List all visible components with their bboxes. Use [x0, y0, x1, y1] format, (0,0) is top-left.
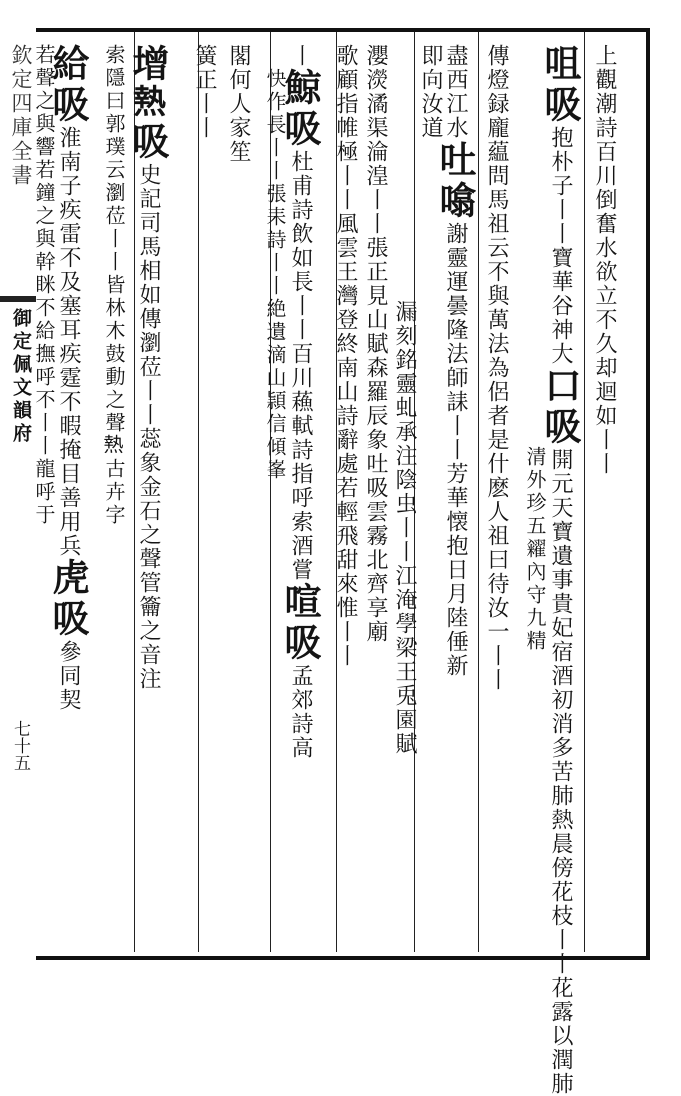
body-text: 簧正丨丨: [192, 44, 217, 140]
headword: 吸: [126, 122, 170, 163]
body-text: 瀴濙潏渠淪湟丨丨張正見山賦森羅辰象吐吸雲霧北齊享廟: [363, 44, 388, 644]
body-text: 清外珍五糴內守九精: [523, 446, 547, 653]
body-text: 即向汝道: [418, 44, 443, 140]
page-number: 七十五: [10, 720, 30, 771]
text-column: [261, 68, 289, 482]
headword: 增: [126, 44, 170, 85]
body-text: 歌顧指帷極丨丨風雲王灣登終南山詩辭處若輕飛甜來惟丨丨: [333, 44, 358, 668]
body-text: 快作長丨丨張耒詩丨丨絶遺滴山頴信傾峯: [263, 68, 287, 482]
headword: 咀吸: [538, 44, 582, 126]
text-column: [433, 44, 477, 678]
body-text: 開元天寶遺事貴妃宿酒初消多苦肺熱晨傍花枝丨丨花露以潤肺: [548, 448, 573, 1096]
column-rule: [198, 32, 199, 952]
book-title: 御定佩文韻府: [10, 308, 32, 446]
body-text: 上觀潮詩百川倒奮水欲立不久却迴如丨丨: [592, 44, 617, 476]
text-column: [361, 44, 389, 644]
body-text: 參同契: [56, 640, 81, 712]
text-column: [482, 44, 510, 692]
headword: 喧吸: [278, 582, 322, 664]
body-text: 孟郊詩高: [288, 664, 313, 760]
text-column: [100, 44, 128, 527]
body-text: 漏刻銘靈虬承注陰虫丨丨江淹學梁王兎園賦: [392, 300, 417, 756]
text-column: [126, 44, 170, 691]
headword: 鯨吸: [278, 68, 322, 150]
text-column: [46, 44, 90, 712]
column-rule: [478, 32, 479, 952]
collection-title: 欽定四庫全書: [9, 44, 33, 188]
body-text: 閣何人家笙: [226, 44, 251, 164]
headword: 虎吸: [46, 558, 90, 640]
text-column: [331, 44, 359, 668]
body-text: 丨: [288, 44, 313, 68]
body-text: 史記司馬相如傳瀏莅丨丨蕊象金石之聲管籥之音注: [136, 163, 161, 691]
body-text: 抱朴子丨丨寶華谷神大: [548, 126, 573, 366]
text-column: [521, 446, 549, 653]
text-column: [538, 44, 582, 1096]
headword: 吐噏: [433, 140, 477, 222]
headword: 口吸: [538, 366, 582, 448]
body-text: 傳燈録龐藴問馬祖云不與萬法為侶者是什麽人祖曰待汝一丨丨: [484, 44, 509, 692]
headword: 給吸: [46, 44, 90, 126]
text-column: [224, 44, 252, 164]
text-column: [278, 44, 322, 760]
body-text: 若聲之與響若鐘之與幹眯不給撫呼不丨丨: [32, 44, 56, 458]
column-rule: [584, 32, 585, 952]
text-column: [590, 44, 618, 476]
text-column: [190, 44, 218, 140]
body-text: 杜甫詩飲如長丨丨百川蘓軾詩指呼索酒嘗: [288, 150, 313, 582]
text-column: [30, 44, 58, 527]
body-text: 盡西江水: [443, 44, 468, 140]
text-column: [390, 300, 418, 756]
body-text: 淮南子疾雷不及塞耳疾霆不暇掩目善用兵: [56, 126, 81, 558]
text-column: [416, 44, 444, 140]
body-text: 龍呼于: [32, 458, 56, 527]
body-text: 謝靈運曇隆法師誄丨丨芳華懐抱日月陸倕新: [443, 222, 468, 678]
headword: 𤍠: [129, 85, 168, 122]
body-text: 索隱曰郭璞云瀏莅丨丨皆林木鼓動之聲𤍠古卉字: [102, 44, 126, 527]
